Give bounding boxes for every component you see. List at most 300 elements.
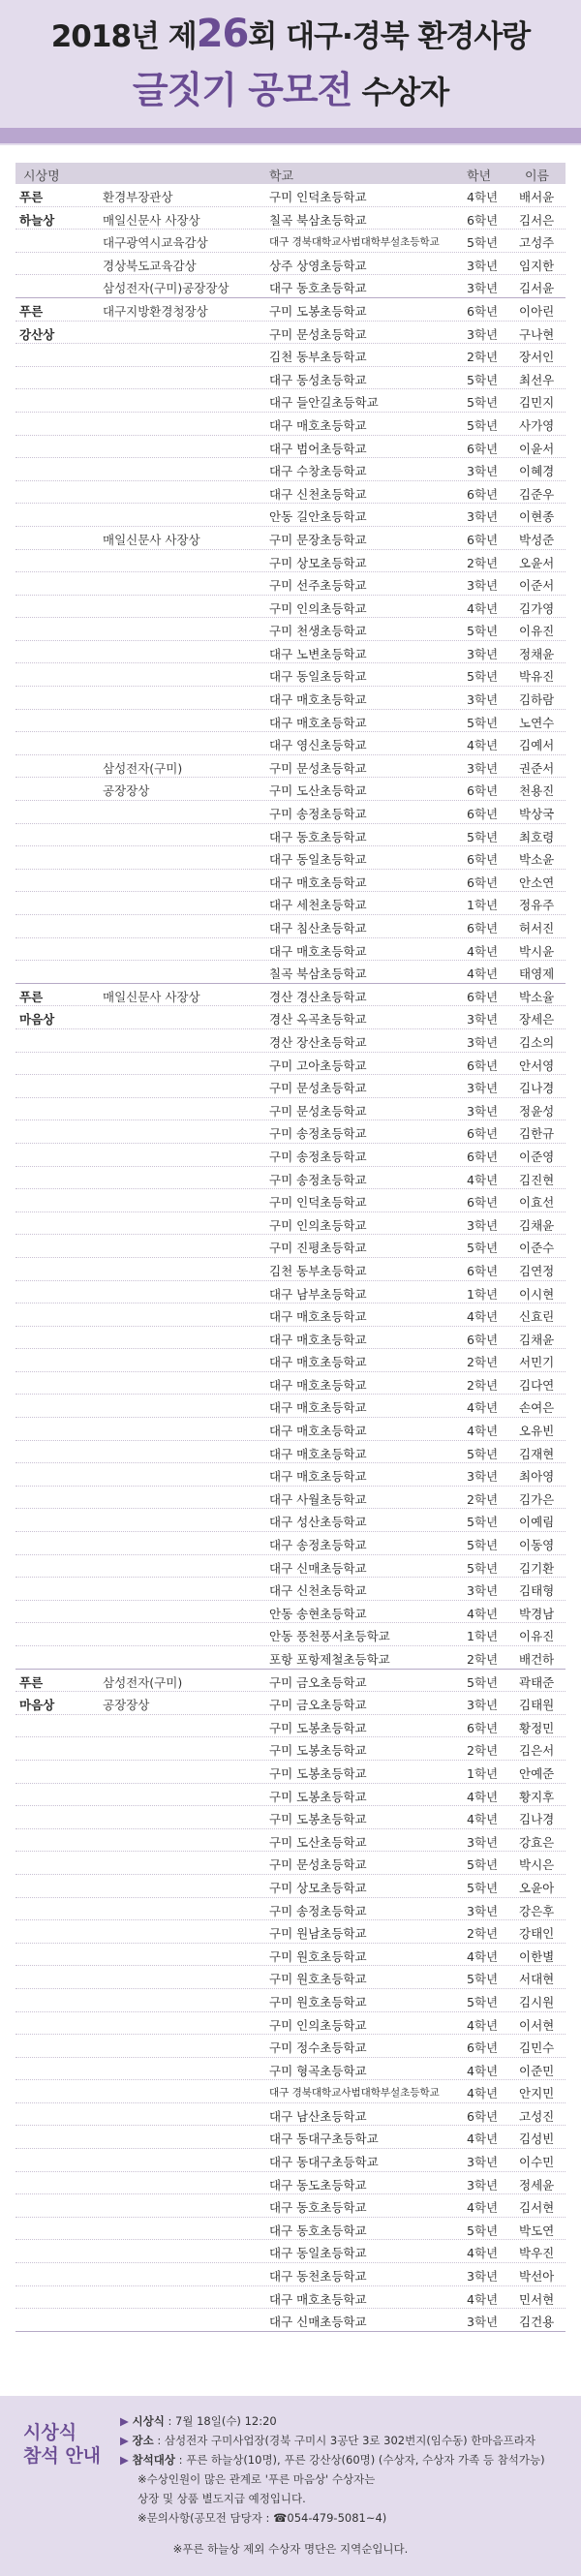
school-cell: 구미 원호초등학교 — [269, 1948, 367, 1964]
table-row — [15, 915, 566, 938]
name-cell: 강태인 — [519, 1926, 555, 1942]
grade-cell: 3학년 — [467, 1834, 499, 1850]
grade-cell: 6학년 — [467, 441, 499, 456]
table-row — [15, 641, 566, 664]
name-cell: 김준우 — [519, 486, 555, 502]
school-cell: 대구 신천초등학교 — [269, 486, 367, 502]
table-row — [15, 1761, 566, 1784]
school-cell: 대구 매호초등학교 — [269, 874, 367, 890]
name-cell: 박상국 — [519, 807, 555, 822]
name-cell: 박유진 — [519, 669, 555, 685]
grade-cell: 2학년 — [467, 1491, 499, 1507]
table-row — [15, 1784, 566, 1807]
table-row — [15, 1212, 566, 1236]
name-cell: 천용진 — [519, 783, 555, 799]
name-cell: 이유진 — [519, 624, 555, 639]
name-cell: 김나경 — [519, 1812, 555, 1827]
grade-cell: 1학년 — [467, 1629, 499, 1644]
grade-cell: 4학년 — [467, 966, 499, 982]
grade-cell: 6학년 — [467, 303, 499, 319]
name-cell: 최호령 — [519, 829, 555, 844]
table-row — [15, 298, 566, 322]
name-cell: 김채윤 — [519, 1217, 555, 1233]
school-cell: 구미 형곡초등학교 — [269, 2063, 367, 2078]
grade-cell: 3학년 — [467, 258, 499, 273]
school-cell: 대구 동일초등학교 — [269, 2246, 367, 2261]
name-cell: 최선우 — [519, 372, 555, 387]
grade-cell: 3학년 — [467, 1583, 499, 1599]
table-row — [15, 1189, 566, 1212]
school-cell: 대구 매호초등학교 — [269, 1309, 367, 1325]
grade-cell: 4학년 — [467, 1400, 499, 1416]
prize-title-cell: 매일신문사 사장상 — [103, 212, 200, 228]
name-cell: 정윤성 — [519, 1103, 555, 1119]
grade-cell: 4학년 — [467, 1606, 499, 1621]
school-cell: 구미 송정초등학교 — [269, 1172, 367, 1187]
grade-cell: 4학년 — [467, 1789, 499, 1804]
name-cell: 태영제 — [519, 966, 555, 982]
prize-title-cell: 삼성전자(구미) — [103, 760, 183, 776]
name-cell: 이서현 — [519, 2017, 555, 2033]
name-cell: 김은서 — [519, 1743, 555, 1759]
name-cell: 김나경 — [519, 1081, 555, 1096]
award-cell: 푸른 — [19, 989, 44, 1004]
table-row — [15, 1829, 566, 1853]
name-cell: 장세은 — [519, 1012, 555, 1027]
school-cell: 대구 매호초등학교 — [269, 1332, 367, 1347]
grade-cell: 5학년 — [467, 829, 499, 844]
grade-cell: 5학년 — [467, 1538, 499, 1553]
grade-cell: 6학년 — [467, 783, 499, 799]
table-row — [15, 2058, 566, 2081]
name-cell: 노연수 — [519, 715, 555, 730]
school-cell: 구미 인덕초등학교 — [269, 1195, 367, 1211]
school-cell: 대구 동대구초등학교 — [269, 2131, 379, 2147]
table-row — [15, 2286, 566, 2310]
school-cell: 대구 성산초등학교 — [269, 1515, 367, 1530]
table-row — [15, 710, 566, 733]
name-cell: 배건하 — [519, 1652, 555, 1667]
grade-cell: 3학년 — [467, 646, 499, 661]
ceremony-time: ▶ 시상식 : 7월 18일(수) 12:20 — [120, 2414, 277, 2428]
school-cell: 구미 도산초등학교 — [269, 783, 367, 799]
name-cell: 김다연 — [519, 1377, 555, 1393]
table-row — [15, 1441, 566, 1464]
table-row — [15, 778, 566, 801]
name-cell: 이수민 — [519, 2155, 555, 2170]
table-row — [15, 1920, 566, 1944]
school-cell: 구미 천생초등학교 — [269, 624, 367, 639]
winners-table — [15, 163, 566, 2332]
grade-cell: 3학년 — [467, 281, 499, 296]
page-subtitle — [0, 60, 581, 113]
school-cell: 대구 세천초등학교 — [269, 898, 367, 913]
grade-cell: 3학년 — [467, 2315, 499, 2330]
name-cell: 서민기 — [519, 1355, 555, 1370]
name-cell: 오윤아 — [519, 1880, 555, 1895]
grade-cell: 4학년 — [467, 1812, 499, 1827]
school-cell: 대구 매호초등학교 — [269, 1355, 367, 1370]
school-cell: 대구 동호초등학교 — [269, 2223, 367, 2238]
school-cell: 대구 매호초등학교 — [269, 692, 367, 708]
grade-cell: 5학년 — [467, 1994, 499, 2009]
name-cell: 안서영 — [519, 1058, 555, 1073]
name-cell: 박경남 — [519, 1606, 555, 1621]
grade-cell: 6학년 — [467, 1149, 499, 1164]
school-cell: 구미 도봉초등학교 — [269, 1720, 367, 1735]
school-cell: 대구 동일초등학교 — [269, 852, 367, 868]
header-name: 이름 — [525, 169, 550, 184]
grade-cell: 5학년 — [467, 669, 499, 685]
table-body — [15, 184, 566, 2332]
name-cell: 김민지 — [519, 395, 555, 411]
school-cell: 대구 매호초등학교 — [269, 715, 367, 730]
school-cell: 대구 신매초등학교 — [269, 2315, 367, 2330]
name-cell: 박성준 — [519, 532, 555, 547]
name-cell: 정채윤 — [519, 646, 555, 661]
grade-cell: 2학년 — [467, 1377, 499, 1393]
name-cell: 안지민 — [519, 2086, 555, 2101]
school-cell: 구미 인의초등학교 — [269, 600, 367, 616]
school-cell: 구미 도봉초등학교 — [269, 1789, 367, 1804]
grade-cell: 4학년 — [467, 1309, 499, 1325]
school-cell: 구미 송정초등학교 — [269, 807, 367, 822]
school-cell: 김천 동부초등학교 — [269, 1263, 367, 1278]
table-row — [15, 1646, 566, 1670]
ceremony-attendees: ▶ 참석대상 : 푸른 하늘상(10명), 푸른 강산상(60명) (수상자, 수상자 가족 등 참석가능) — [120, 2453, 545, 2467]
grade-cell: 6학년 — [467, 1058, 499, 1073]
school-cell: 구미 문성초등학교 — [269, 760, 367, 776]
footnote: ※푸른 하늘상 제외 수상자 명단은 지역순입니다. — [172, 2542, 409, 2556]
table-row — [15, 2218, 566, 2241]
prize-title-cell: 대구광역시교육감상 — [103, 235, 208, 251]
table-row — [15, 732, 566, 755]
grade-cell: 4학년 — [467, 2063, 499, 2078]
header-divider-bar — [0, 128, 581, 143]
school-cell: 대구 경북대학교사범대학부설초등학교 — [269, 2087, 440, 2100]
school-cell: 대구 경북대학교사범대학부설초등학교 — [269, 236, 440, 249]
name-cell: 허서진 — [519, 921, 555, 935]
name-cell: 박선아 — [519, 2269, 555, 2285]
school-cell: 대구 매호초등학교 — [269, 1400, 367, 1416]
prize-title-cell: 환경부장관상 — [103, 190, 173, 204]
grade-cell: 5학년 — [467, 624, 499, 639]
name-cell: 박소율 — [519, 989, 555, 1004]
table-row — [15, 1852, 566, 1875]
grade-cell: 6학년 — [467, 2040, 499, 2056]
grade-cell: 4학년 — [467, 1424, 499, 1439]
name-cell: 김소의 — [519, 1034, 555, 1050]
grade-cell: 5학년 — [467, 235, 499, 251]
school-cell: 대구 동성초등학교 — [269, 372, 367, 387]
school-cell: 구미 진평초등학교 — [269, 1241, 367, 1256]
name-cell: 강효은 — [519, 1834, 555, 1850]
table-row — [15, 663, 566, 687]
table-row — [15, 870, 566, 893]
name-cell: 임지한 — [519, 258, 555, 273]
table-row — [15, 2103, 566, 2127]
school-cell: 대구 침산초등학교 — [269, 921, 367, 935]
table-row — [15, 1555, 566, 1579]
table-row — [15, 2126, 566, 2149]
table-row — [15, 2080, 566, 2103]
name-cell: 오윤서 — [519, 555, 555, 570]
grade-cell: 2학년 — [467, 1926, 499, 1942]
table-row — [15, 801, 566, 824]
name-cell: 김재현 — [519, 1446, 555, 1461]
table-row — [15, 389, 566, 413]
grade-cell: 4학년 — [467, 2017, 499, 2033]
table-row — [15, 1737, 566, 1761]
school-cell: 대구 남산초등학교 — [269, 2108, 367, 2124]
name-cell: 이효선 — [519, 1195, 555, 1211]
table-row — [15, 1623, 566, 1646]
ceremony-note-1: ※수상인원이 많은 관계로 '푸른 마음상' 수상자는 — [138, 2472, 376, 2486]
grade-cell: 6학년 — [467, 852, 499, 868]
grade-cell: 4학년 — [467, 190, 499, 204]
table-row — [15, 1029, 566, 1053]
school-cell: 대구 매호초등학교 — [269, 943, 367, 959]
table-row — [15, 1098, 566, 1121]
title-suffix: 회 대구·경북 환경사랑 — [248, 19, 531, 54]
school-cell: 구미 도봉초등학교 — [269, 1812, 367, 1827]
name-cell: 김한규 — [519, 1126, 555, 1142]
grade-cell: 5학년 — [467, 372, 499, 387]
name-cell: 박시윤 — [519, 943, 555, 959]
table-row — [15, 1327, 566, 1350]
ceremony-label-line1: 시상식 — [23, 2422, 77, 2443]
name-cell: 김연정 — [519, 1263, 555, 1278]
name-cell: 황정민 — [519, 1720, 555, 1735]
table-row — [15, 1692, 566, 1715]
grade-cell: 6학년 — [467, 1126, 499, 1142]
table-row — [15, 2172, 566, 2195]
school-cell: 구미 도봉초등학교 — [269, 1765, 367, 1781]
table-row — [15, 207, 566, 230]
name-cell: 민서현 — [519, 2291, 555, 2307]
table-row — [15, 846, 566, 870]
grade-cell: 3학년 — [467, 1012, 499, 1027]
name-cell: 이현종 — [519, 509, 555, 525]
school-cell: 구미 선주초등학교 — [269, 578, 367, 594]
table-row — [15, 1075, 566, 1098]
school-cell: 대구 매호초등학교 — [269, 2291, 367, 2307]
table-row — [15, 961, 566, 984]
table-row — [15, 2309, 566, 2332]
table-row — [15, 984, 566, 1007]
table-row — [15, 527, 566, 550]
grade-cell: 5학년 — [467, 1972, 499, 1987]
prize-title-cell: 삼성전자(구미) — [103, 1674, 183, 1690]
table-row — [15, 824, 566, 847]
prize-title-cell: 대구지방환경청장상 — [103, 303, 208, 319]
grade-cell: 2학년 — [467, 1355, 499, 1370]
grade-cell: 3학년 — [467, 1217, 499, 1233]
grade-cell: 5학년 — [467, 1241, 499, 1256]
grade-cell: 3학년 — [467, 1081, 499, 1096]
table-row — [15, 1966, 566, 1989]
prize-title-cell: 공장장상 — [103, 1698, 150, 1713]
school-cell: 구미 금오초등학교 — [269, 1698, 367, 1713]
school-cell: 포항 포항제철초등학교 — [269, 1652, 390, 1667]
school-cell: 대구 남부초등학교 — [269, 1286, 367, 1302]
award-cell: 푸른 — [19, 303, 44, 319]
school-cell: 구미 송정초등학교 — [269, 1149, 367, 1164]
table-row — [15, 1120, 566, 1144]
award-cell: 마음상 — [19, 1698, 55, 1713]
school-cell: 대구 신매초등학교 — [269, 1560, 367, 1576]
name-cell: 황지후 — [519, 1789, 555, 1804]
grade-cell: 4학년 — [467, 2086, 499, 2101]
name-cell: 정세윤 — [519, 2177, 555, 2193]
school-cell: 대구 동호초등학교 — [269, 2200, 367, 2216]
school-cell: 칠곡 북삼초등학교 — [269, 212, 367, 228]
grade-cell: 3학년 — [467, 692, 499, 708]
table-row — [15, 2035, 566, 2058]
grade-cell: 3학년 — [467, 578, 499, 594]
grade-cell: 6학년 — [467, 1195, 499, 1211]
page-title — [0, 12, 581, 56]
grade-cell: 3학년 — [467, 1903, 499, 1918]
grade-cell: 6학년 — [467, 212, 499, 228]
grade-cell: 3학년 — [467, 509, 499, 525]
prize-title-cell: 삼성전자(구미)공장장상 — [103, 281, 229, 296]
table-row — [15, 1989, 566, 2012]
table-row — [15, 458, 566, 481]
name-cell: 김채윤 — [519, 1332, 555, 1347]
ceremony-contact: ※문의사항(공모전 담당자 : ☎054-479-5081~4) — [138, 2511, 387, 2525]
ceremony-label — [23, 2421, 101, 2468]
table-row — [15, 2194, 566, 2218]
header-grade: 학년 — [467, 169, 492, 184]
award-cell: 푸른 — [19, 190, 44, 204]
grade-cell: 5학년 — [467, 1674, 499, 1690]
table-row — [15, 2012, 566, 2036]
grade-cell: 5학년 — [467, 715, 499, 730]
table-row — [15, 436, 566, 459]
page-header — [0, 0, 581, 145]
grade-cell: 3학년 — [467, 464, 499, 479]
grade-cell: 3학년 — [467, 1103, 499, 1119]
grade-cell: 1학년 — [467, 1286, 499, 1302]
name-cell: 정유주 — [519, 898, 555, 913]
name-cell: 이준수 — [519, 1241, 555, 1256]
table-row — [15, 1463, 566, 1487]
grade-cell: 4학년 — [467, 738, 499, 753]
table-row — [15, 184, 566, 207]
table-row — [15, 1418, 566, 1441]
grade-cell: 4학년 — [467, 2200, 499, 2216]
name-cell: 김서은 — [519, 212, 555, 228]
grade-cell: 5학년 — [467, 417, 499, 433]
school-cell: 구미 문성초등학교 — [269, 1857, 367, 1873]
school-cell: 구미 도봉초등학교 — [269, 1743, 367, 1759]
grade-cell: 2학년 — [467, 555, 499, 570]
table-row — [15, 687, 566, 710]
school-cell: 경산 옥곡초등학교 — [269, 1012, 367, 1027]
table-row — [15, 2263, 566, 2286]
grade-cell: 2학년 — [467, 350, 499, 365]
name-cell: 고성진 — [519, 2108, 555, 2124]
grade-cell: 5학년 — [467, 1560, 499, 1576]
school-cell: 구미 금오초등학교 — [269, 1674, 367, 1690]
school-cell: 대구 동도초등학교 — [269, 2177, 367, 2193]
name-cell: 이윤서 — [519, 441, 555, 456]
grade-cell: 5학년 — [467, 395, 499, 411]
grade-cell: 1학년 — [467, 1765, 499, 1781]
name-cell: 신효린 — [519, 1309, 555, 1325]
school-cell: 구미 문장초등학교 — [269, 532, 367, 547]
table-row — [15, 755, 566, 779]
name-cell: 곽태준 — [519, 1674, 555, 1690]
school-cell: 구미 원호초등학교 — [269, 1972, 367, 1987]
table-row — [15, 618, 566, 641]
table-row — [15, 1006, 566, 1029]
table-row — [15, 1167, 566, 1190]
school-cell: 구미 문성초등학교 — [269, 1103, 367, 1119]
grade-cell: 4학년 — [467, 2246, 499, 2261]
table-row — [15, 1281, 566, 1304]
grade-cell: 6학년 — [467, 921, 499, 935]
table-header — [15, 163, 566, 184]
name-cell: 김하람 — [519, 692, 555, 708]
grade-cell: 2학년 — [467, 1652, 499, 1667]
prize-title-cell: 공장장상 — [103, 783, 150, 799]
grade-cell: 3학년 — [467, 2155, 499, 2170]
prize-title-cell: 경상북도교육감상 — [103, 258, 197, 273]
table-row — [15, 481, 566, 505]
name-cell: 김서현 — [519, 2200, 555, 2216]
grade-cell: 3학년 — [467, 1469, 499, 1485]
grade-cell: 5학년 — [467, 1515, 499, 1530]
bullet-icon: ▶ — [120, 2414, 133, 2428]
name-cell: 이준영 — [519, 1149, 555, 1164]
school-cell: 대구 범어초등학교 — [269, 441, 367, 456]
school-cell: 구미 고아초등학교 — [269, 1058, 367, 1073]
name-cell: 박시은 — [519, 1857, 555, 1873]
grade-cell: 6학년 — [467, 1720, 499, 1735]
header-school: 학교 — [269, 169, 294, 184]
school-cell: 칠곡 북삼초등학교 — [269, 966, 367, 982]
award-cell: 마음상 — [19, 1012, 55, 1027]
school-cell: 구미 정수초등학교 — [269, 2040, 367, 2056]
grade-cell: 3학년 — [467, 1698, 499, 1713]
school-cell: 대구 매호초등학교 — [269, 1424, 367, 1439]
grade-cell: 5학년 — [467, 1880, 499, 1895]
grade-cell: 3학년 — [467, 2269, 499, 2285]
table-row — [15, 1349, 566, 1372]
table-row — [15, 253, 566, 276]
school-cell: 대구 사월초등학교 — [269, 1491, 367, 1507]
table-row — [15, 892, 566, 915]
grade-cell: 6학년 — [467, 1263, 499, 1278]
school-cell: 안동 풍천풍서초등학교 — [269, 1629, 390, 1644]
name-cell: 김서윤 — [519, 281, 555, 296]
table-row — [15, 1944, 566, 1967]
name-cell: 안예준 — [519, 1765, 555, 1781]
school-cell: 구미 도봉초등학교 — [269, 303, 367, 319]
school-cell: 구미 인의초등학교 — [269, 2017, 367, 2033]
grade-cell: 4학년 — [467, 943, 499, 959]
table-row — [15, 1806, 566, 1829]
school-cell: 구미 원호초등학교 — [269, 1994, 367, 2009]
school-cell: 대구 매호초등학교 — [269, 1377, 367, 1393]
grade-cell: 2학년 — [467, 1743, 499, 1759]
school-cell: 김천 동부초등학교 — [269, 350, 367, 365]
table-row — [15, 1715, 566, 1738]
grade-cell: 1학년 — [467, 898, 499, 913]
name-cell: 김진현 — [519, 1172, 555, 1187]
